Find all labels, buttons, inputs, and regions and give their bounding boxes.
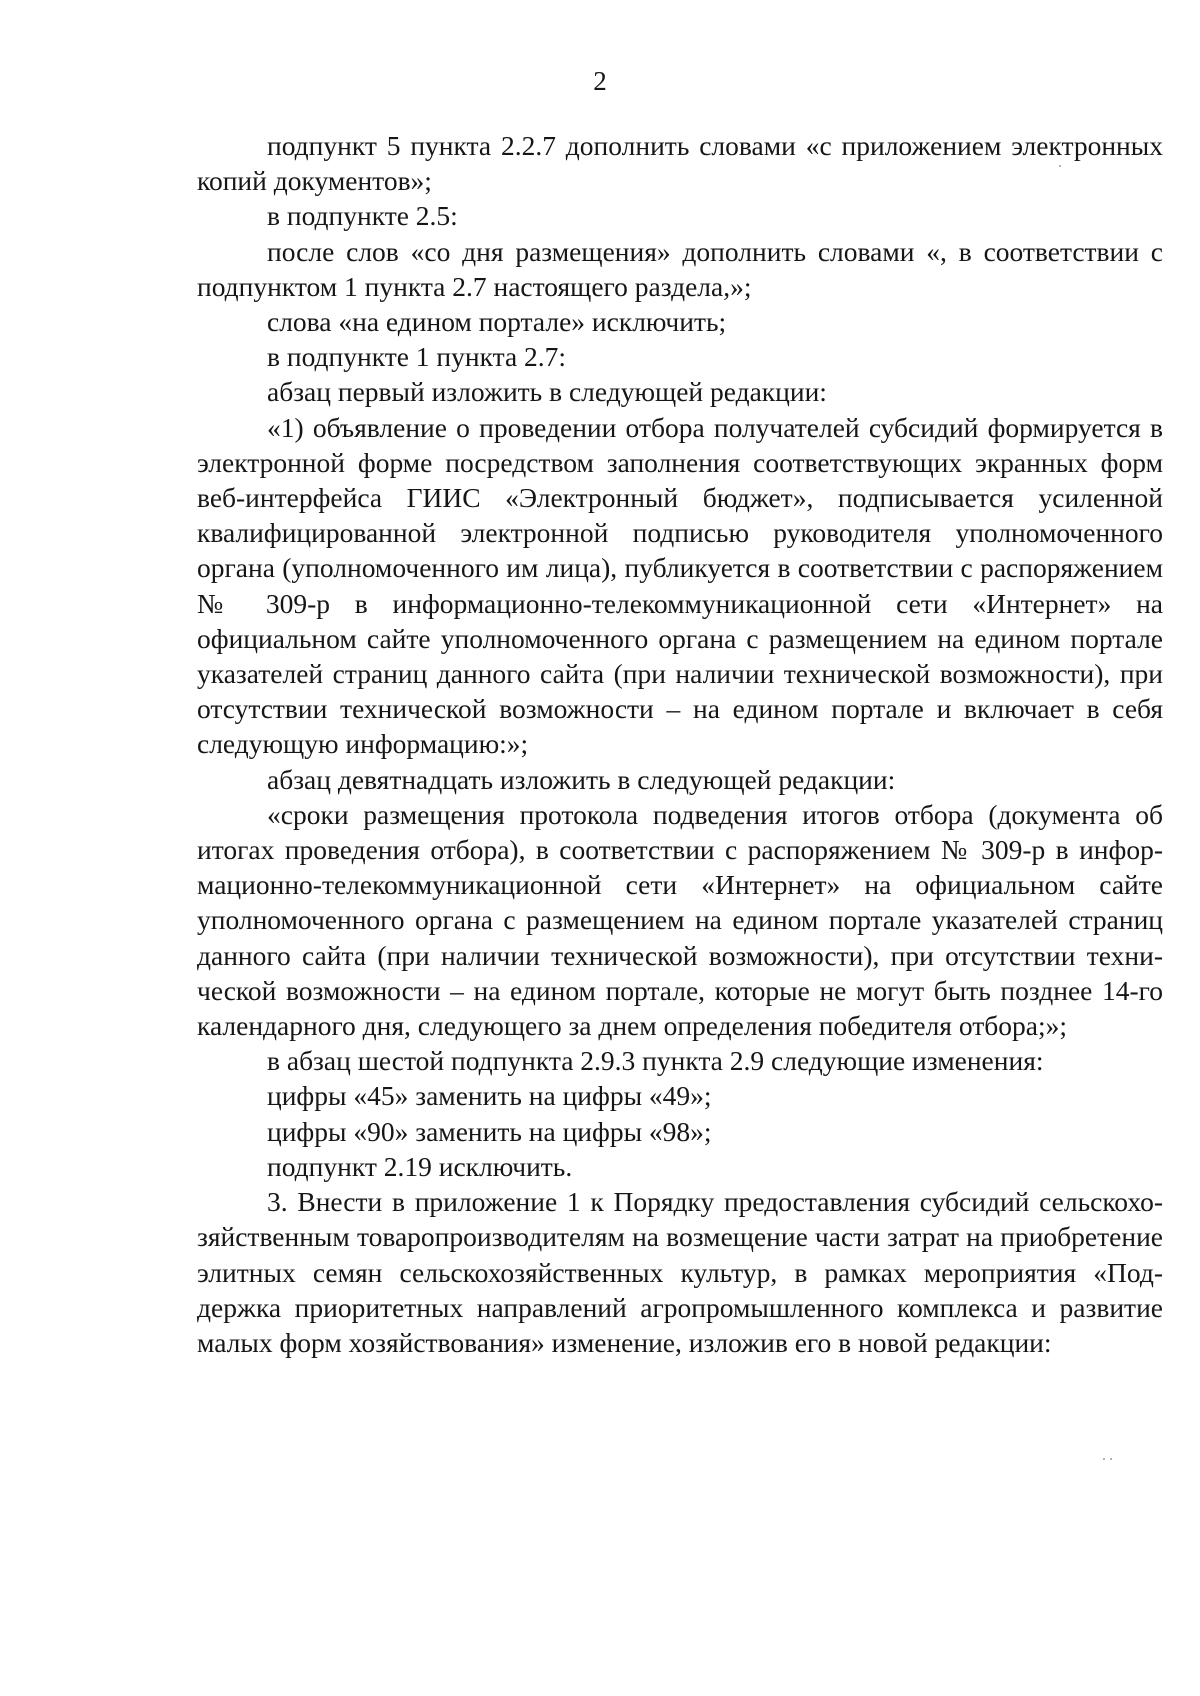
paragraph: цифры «45» заменить на цифры «49»; [267,1080,712,1112]
scan-speck [1059,165,1061,167]
paragraph: слова «на едином портале» исключить; [267,306,727,338]
paragraph: в подпункте 1 пункта 2.7: [267,341,567,373]
paragraph: цифры «90» заменить на цифры «98»; [267,1115,712,1147]
paragraph: «сроки размещения протокола подведения итогов отбора (документа об итогах проведения отбора), в соответствии с распоряжением № 309-р в информационно-телекоммуникационной сети «Интернет» на официальном сайте уполномоченного органа с размещением на едином портале указателей страниц данного сайта (при наличии технической возможности), при отсутствии технической возможности – на едином портале, которые не могут быть позднее 14-го календарного дня, следующего за днем определения победителя отбора;»; [197,798,1163,1042]
paragraph: 3. Внести в приложение 1 к Порядку предоставления субсидий сельскохозяйственным товаропроизводителям на возмещение части затрат на приобретение элитных семян сельскохозяйственных культур, в рамках мероприятия «Поддержка приоритетных направлений агропромышленного комплекса и развитие малых форм хозяйствования» изменение, изложив его в новой редакции: [197,1186,1163,1358]
document-body [197,128,1163,1360]
paragraph: подпункт 2.19 исключить. [267,1150,573,1182]
scan-speck [1103,1458,1105,1460]
paragraph: в абзац шестой подпункта 2.9.3 пункта 2.9 следующие изменения: [267,1045,1044,1077]
paragraph: абзац девятнадцать изложить в следующей редакции: [267,763,896,795]
paragraph: подпункт 5 пункта 2.2.7 дополнить словами «с приложением электронных копий документов»; [197,130,1163,197]
paragraph: в подпункте 2.5: [267,200,458,232]
page-number: 2 [593,66,607,96]
paragraph: «1) объявление о проведении отбора получателей субсидий формируется в электронной форме посредством заполнения соответствующих экранных форм веб-интерфейса ГИИС «Электронный бюджет», подписывается усиленной квалифицированной электронной подписью руководителя уполномоченного органа (уполномоченного им лица), публикуется в соответствии с распоряжением № 309-р в информационно-телекоммуникационной сети «Интернет» на официальном сайте уполномоченного органа с размещением на едином портале указателей страниц данного сайта (при наличии технической возможности), при отсутствии технической возможности – на едином портале и включает в себя следующую информацию:»; [197,411,1163,760]
paragraph: после слов «со дня размещения» дополнить словами «, в соответствии с подпунктом 1 пункта 2.7 настоящего раздела,»; [197,235,1163,302]
paragraph: абзац первый изложить в следующей редакции: [267,376,827,408]
scan-speck [1110,1458,1112,1460]
